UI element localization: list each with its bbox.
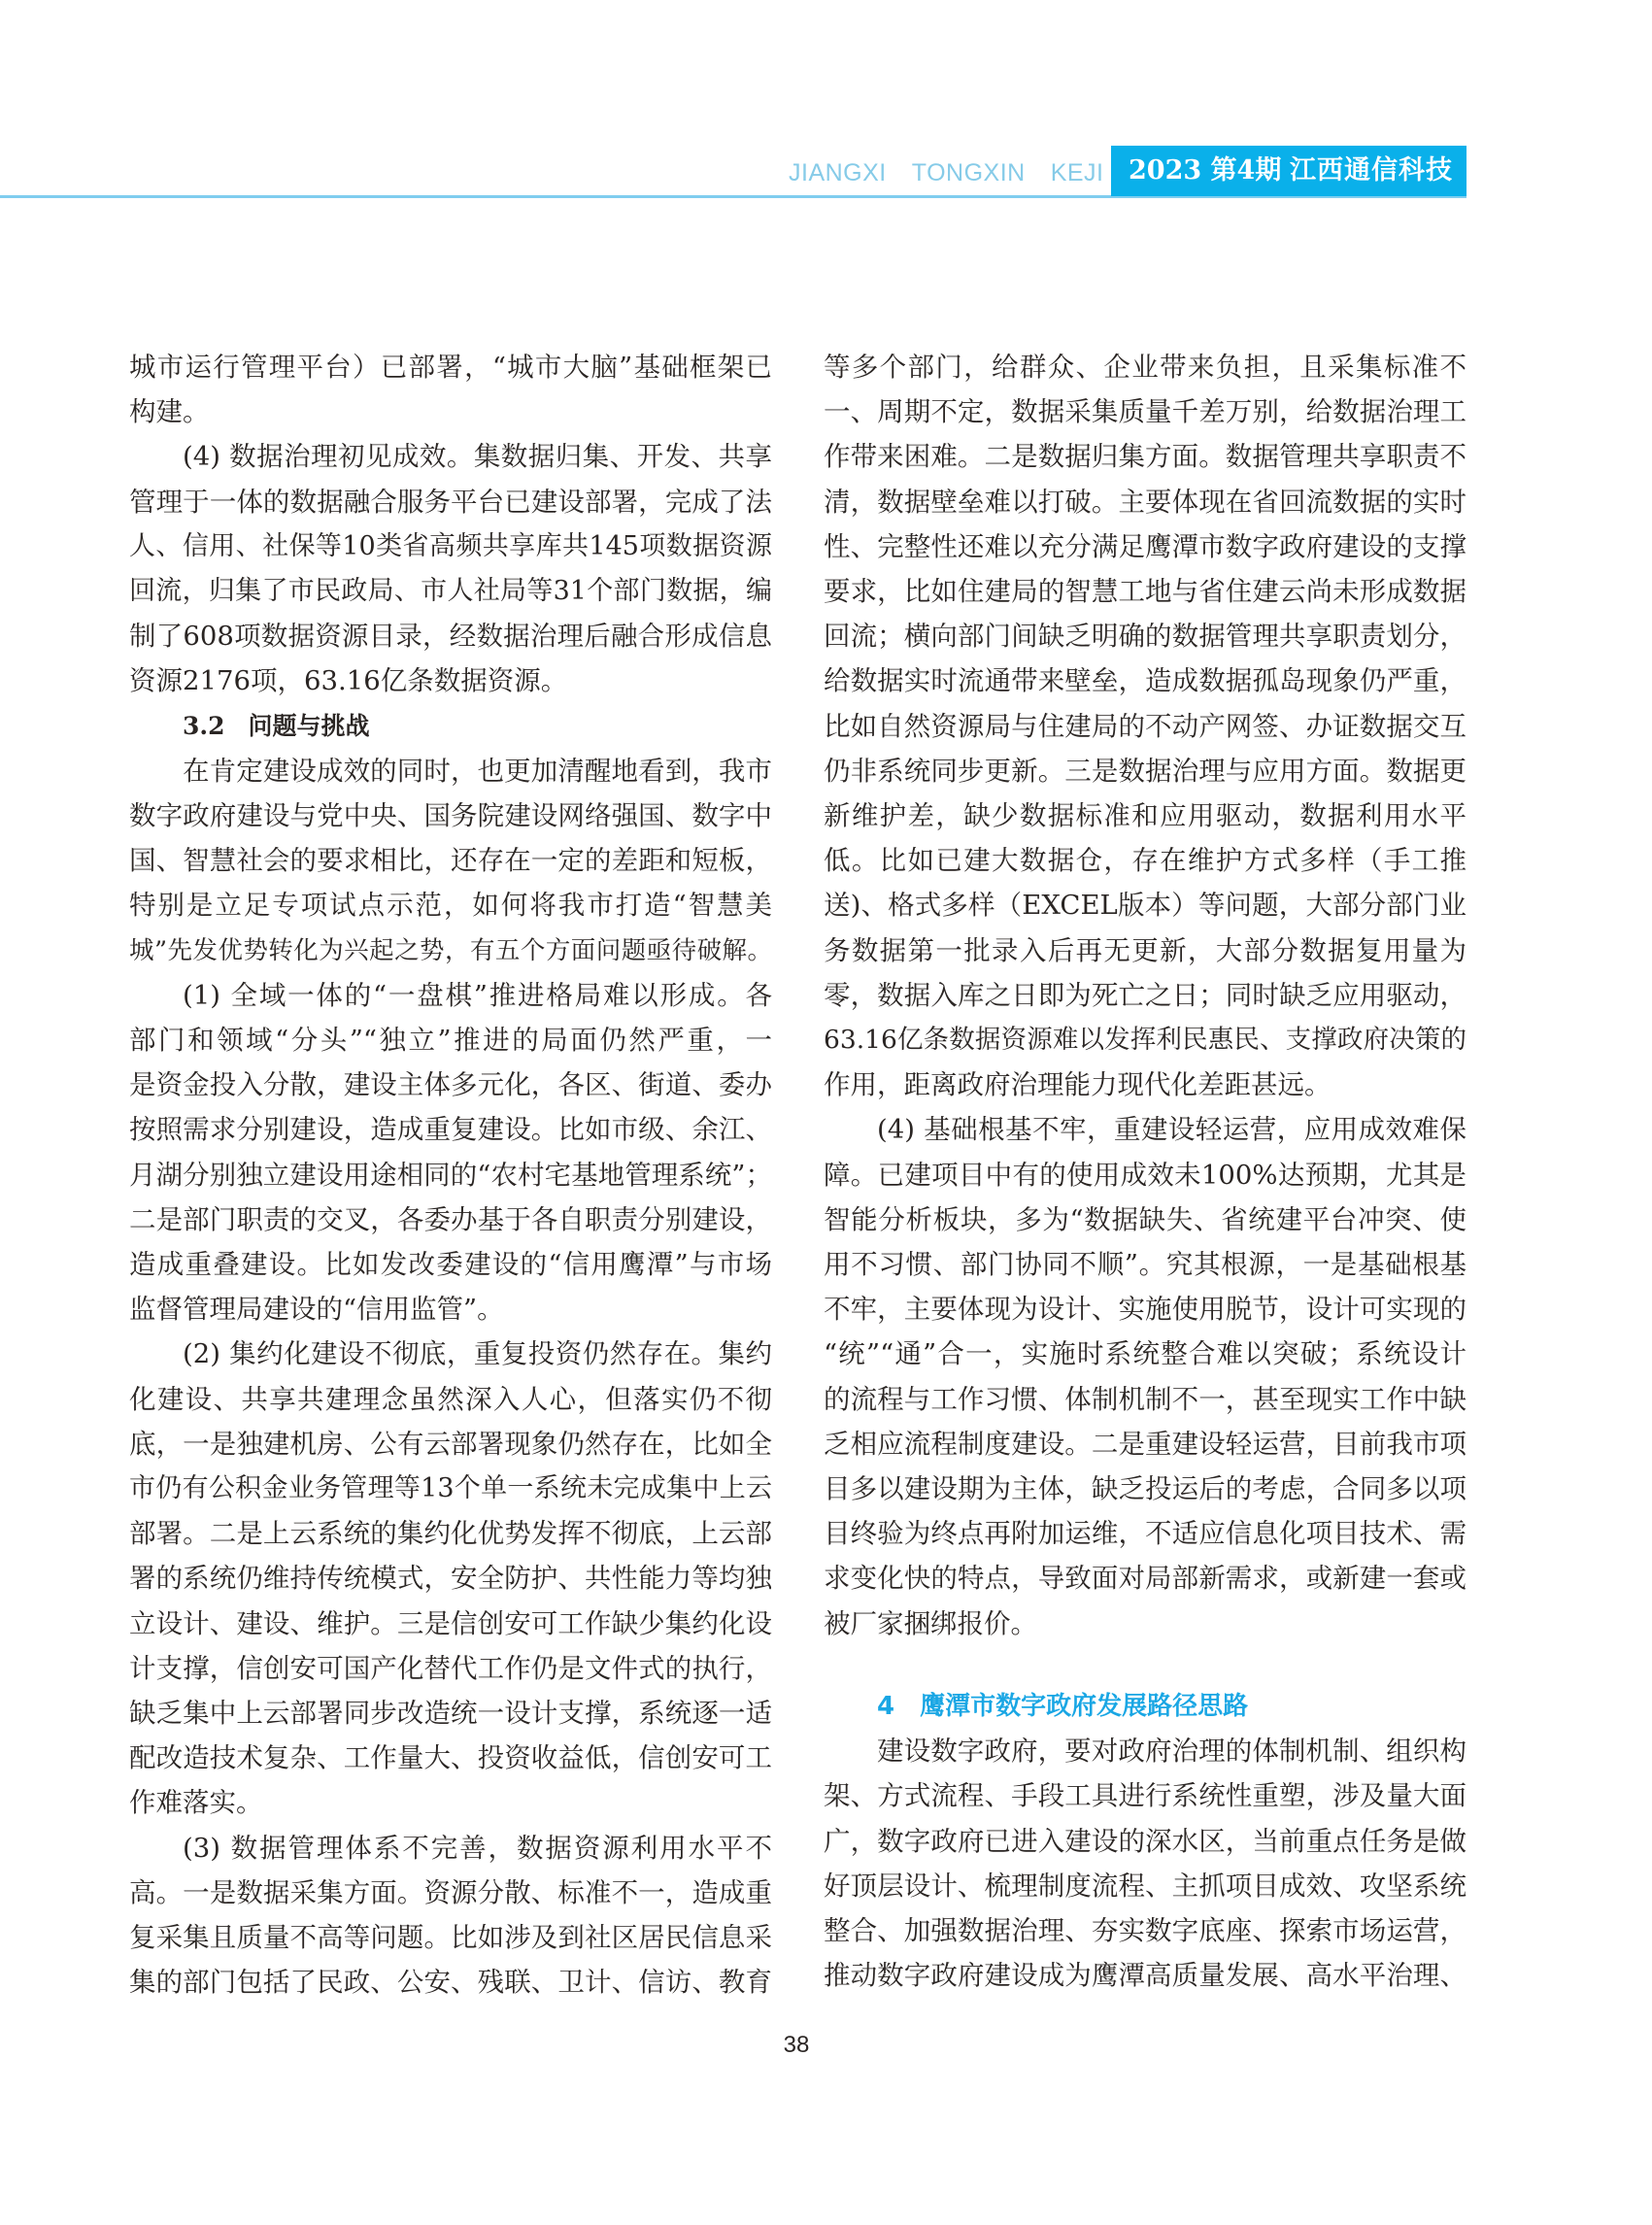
section-heading (877, 1684, 1248, 1729)
text-line: 架、方式流程、手段工具进行系统性重塑，涉及量大面 (824, 1780, 1467, 1812)
text-line: 部门和领域“分头”“独立”推进的局面仍然严重，一 (129, 1025, 772, 1056)
text-line: 二是部门职责的交叉，各委办基于各自职责分别建设， (129, 1203, 772, 1235)
text-line: 乏相应流程制度建设。二是重建设轻运营，目前我市项 (824, 1428, 1467, 1460)
text-line: 用不习惯、部门协同不顺”。究其根源，一是基础根基 (824, 1249, 1467, 1280)
text-line: 性、完整性还难以充分满足鹰潭市数字政府建设的支撑 (824, 530, 1467, 562)
text-line: 缺乏集中上云部署同步改造统一设计支撑，系统逐一适 (129, 1698, 772, 1729)
text-line: 计支撑，信创安可国产化替代工作仍是文件式的执行， (129, 1652, 772, 1684)
text-line: 建设数字政府，要对政府治理的体制机制、组织构 (877, 1736, 1467, 1768)
text-line: (3) 数据管理体系不完善，数据资源利用水平不 (183, 1832, 772, 1864)
text-line: 集的部门包括了民政、公安、残联、卫计、信访、教育 (129, 1967, 772, 1999)
text-line: 比如自然资源局与住建局的不动产网签、办证数据交互 (824, 710, 1467, 742)
text-line: 给数据实时流通带来壁垒，造成数据孤岛现象仍严重， (824, 665, 1467, 697)
text-line: 监督管理局建设的“信用监管”。 (129, 1294, 504, 1326)
text-line: 智能分析板块，多为“数据缺失、省统建平台冲突、使 (824, 1203, 1467, 1235)
header-issue: 2023 第4期 (1129, 155, 1282, 185)
text-line: 被厂家捆绑报价。 (824, 1607, 1037, 1639)
text-line: 一、周期不定，数据采集质量千差万别，给数据治理工 (824, 396, 1467, 428)
text-line: 数字政府建设与党中央、国务院建设网络强国、数字中 (129, 800, 772, 831)
text-line: 复采集且质量不高等问题。比如涉及到社区居民信息采 (129, 1922, 772, 1953)
text-line: 署的系统仍维持传统模式，安全防护、共性能力等均独 (129, 1563, 772, 1595)
text-line: 的流程与工作习惯、体制机制不一，甚至现实工作中缺 (824, 1383, 1467, 1415)
text-line: 不牢，主要体现为设计、实施使用脱节，设计可实现的 (824, 1294, 1467, 1326)
text-line: 回流，归集了市民政局、市人社局等31个部门数据，编 (129, 576, 772, 606)
text-line: 人、信用、社保等10类省高频共享库共145项数据资源 (129, 530, 772, 561)
subsection-number: 3.2 (183, 711, 225, 740)
text-line: 国、智慧社会的要求相比，还存在一定的差距和短板， (129, 845, 772, 877)
text-line: 月湖分别独立建设用途相同的“农村宅基地管理系统”； (129, 1159, 772, 1191)
text-line: 务数据第一批录入后再无更新，大部分数据复用量为 (824, 934, 1467, 966)
page-number: 38 (783, 2032, 810, 2058)
section-title: 鹰潭市数字政府发展路径思路 (920, 1692, 1249, 1722)
text-line: 资源2176项，63.16亿条数据资源。 (129, 665, 568, 697)
header-word: TONGXIN (911, 159, 1026, 186)
text-line: 立设计、建设、维护。三是信创安可工作缺少集约化设 (129, 1607, 772, 1639)
text-line: 低。比如已建大数据仓，存在维护方式多样（手工推 (824, 845, 1467, 877)
header-journal-name: 江西通信科技 (1290, 155, 1453, 185)
text-line: 部署。二是上云系统的集约化优势发挥不彻底，上云部 (129, 1518, 772, 1550)
text-line: (1) 全域一体的“一盘棋”推进格局难以形成。各 (183, 979, 772, 1011)
text-line: 城”先发优势转化为兴起之势，有五个方面问题亟待破解。 (129, 935, 772, 965)
text-line: 管理于一体的数据融合服务平台已建设部署，完成了法 (129, 486, 772, 518)
text-line: 送)、格式多样（EXCEL版本）等问题，大部分部门业 (824, 890, 1467, 922)
section-number: 4 (877, 1692, 895, 1722)
text-line: 要求，比如住建局的智慧工地与省住建云尚未形成数据 (824, 576, 1467, 607)
text-line: 新维护差，缺少数据标准和应用驱动，数据利用水平 (824, 800, 1467, 831)
text-line: 市仍有公积金业务管理等13个单一系统未完成集中上云 (129, 1473, 772, 1503)
text-line: 等多个部门，给群众、企业带来负担，且采集标准不 (824, 352, 1467, 383)
text-line: 构建。 (129, 396, 210, 428)
text-line: 底，一是独建机房、公有云部署现象仍然存在，比如全 (129, 1428, 772, 1460)
text-line: 化建设、共享共建理念虽然深入人心，但落实仍不彻 (129, 1383, 772, 1415)
text-line: 是资金投入分散，建设主体多元化，各区、街道、委办 (129, 1069, 772, 1101)
text-line: 目终验为终点再附加运维，不适应信息化项目技术、需 (824, 1518, 1467, 1550)
text-line: 城市运行管理平台）已部署，“城市大脑”基础框架已 (129, 352, 772, 383)
subsection-title: 问题与挑战 (248, 711, 370, 740)
text-line: 回流；横向部门间缺乏明确的数据管理共享职责划分， (824, 621, 1467, 653)
text-line: 造成重叠建设。比如发改委建设的“信用鹰潭”与市场 (129, 1249, 772, 1280)
text-line: 在肯定建设成效的同时，也更加清醒地看到，我市 (183, 755, 772, 787)
text-line: 高。一是数据采集方面。资源分散、标准不一，造成重 (129, 1876, 772, 1908)
text-line: 障。已建项目中有的使用成效未100%达预期，尤其是 (824, 1159, 1467, 1191)
header-word: JIANGXI (789, 159, 887, 186)
text-line: 推动数字政府建设成为鹰潭高质量发展、高水平治理、 (824, 1960, 1467, 1992)
text-line: 63.16亿条数据资源难以发挥利民惠民、支撑政府决策的 (824, 1025, 1467, 1055)
text-line: 清，数据壁垒难以打破。主要体现在省回流数据的实时 (824, 486, 1467, 518)
text-line: 零，数据入库之日即为死亡之日；同时缺乏应用驱动， (824, 979, 1467, 1011)
text-line: 广，数字政府已进入建设的深水区，当前重点任务是做 (824, 1825, 1467, 1857)
text-line: 好顶层设计、梳理制度流程、主抓项目成效、攻坚系统 (824, 1870, 1467, 1902)
text-line: “统”“通”合一，实施时系统整合难以突破；系统设计 (824, 1338, 1467, 1370)
header-word: KEJI (1050, 159, 1104, 186)
text-line: 目多以建设期为主体，缺乏投运后的考虑，合同多以项 (824, 1473, 1467, 1504)
text-line: 制了608项数据资源目录，经数据治理后融合形成信息 (129, 621, 772, 653)
text-line: (2) 集约化建设不彻底，重复投资仍然存在。集约 (183, 1338, 772, 1370)
text-line: 配改造技术复杂、工作量大、投资收益低，信创安可工 (129, 1742, 772, 1774)
text-line: 作带来困难。二是数据归集方面。数据管理共享职责不 (824, 441, 1467, 473)
header-english-title (789, 153, 1129, 192)
text-line: 特别是立足专项试点示范，如何将我市打造“智慧美 (129, 890, 772, 922)
text-line: 作用，距离政府治理能力现代化差距甚远。 (824, 1069, 1332, 1101)
subsection-heading (183, 704, 370, 749)
text-line: 作难落实。 (129, 1787, 263, 1819)
text-line: 整合、加强数据治理、夯实数字底座、探索市场运营， (824, 1915, 1467, 1947)
text-line: (4) 基础根基不牢，重建设轻运营，应用成效难保 (877, 1114, 1467, 1146)
text-line: (4) 数据治理初见成效。集数据归集、开发、共享 (183, 441, 772, 473)
header-issue-box (1111, 146, 1467, 196)
text-line: 求变化快的特点，导致面对局部新需求，或新建一套或 (824, 1563, 1467, 1595)
text-line: 按照需求分别建设，造成重复建设。比如市级、余江、 (129, 1114, 772, 1146)
text-line: 仍非系统同步更新。三是数据治理与应用方面。数据更 (824, 755, 1467, 787)
